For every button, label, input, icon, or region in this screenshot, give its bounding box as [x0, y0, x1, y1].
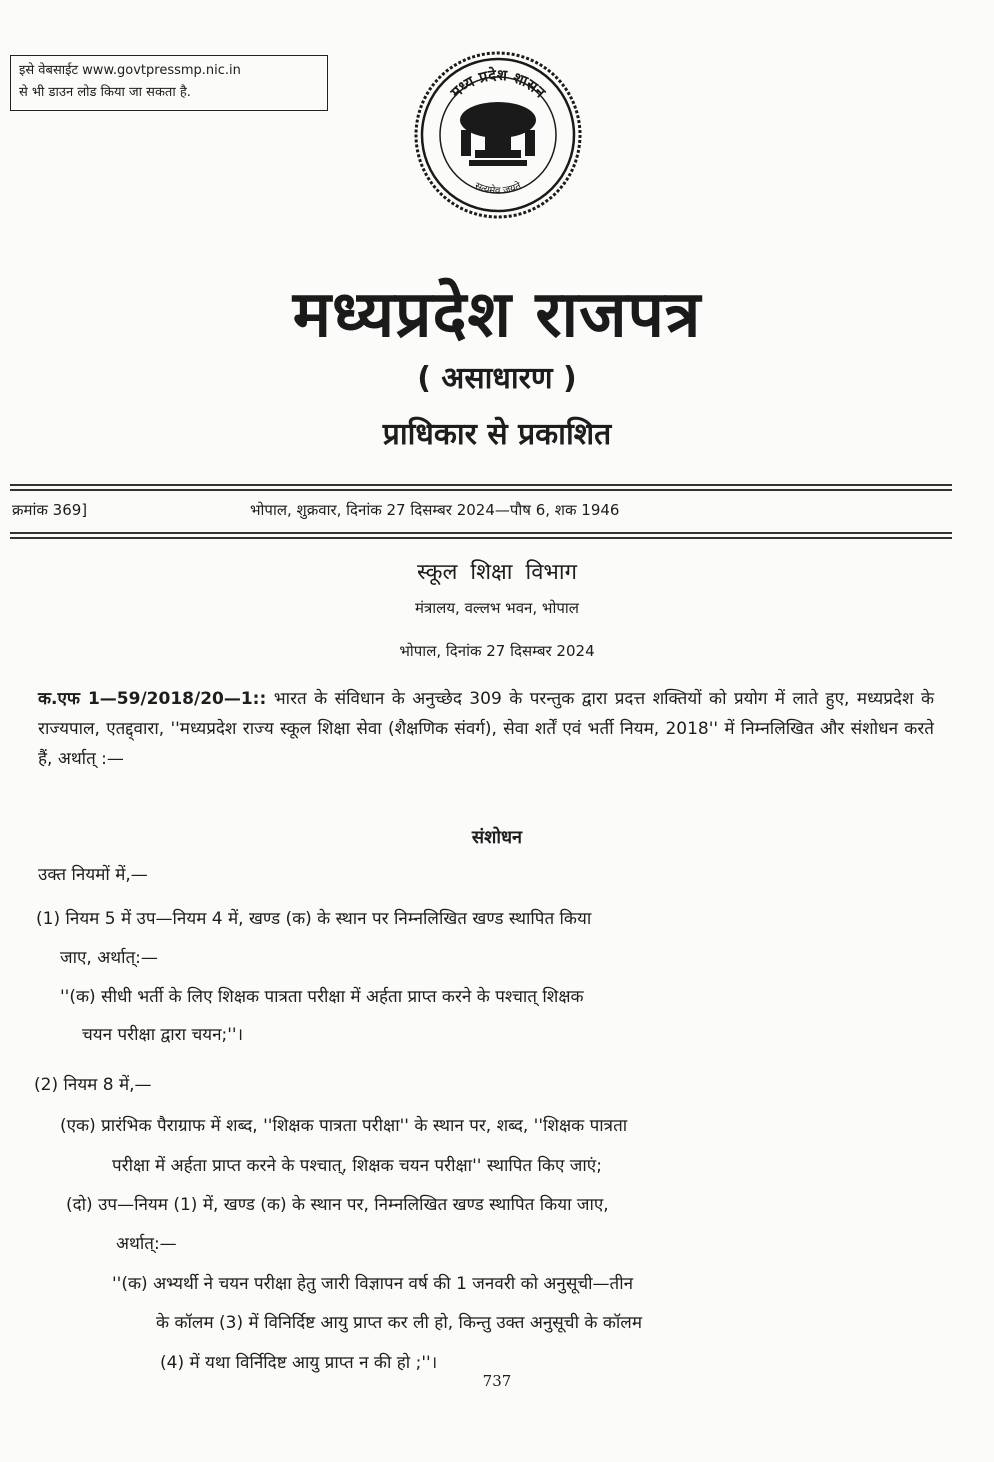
issue-number: क्रमांक 369]: [12, 501, 88, 519]
seal-motto: सत्यमेव जयते: [473, 180, 524, 197]
preamble-text: भारत के संविधान के अनुच्छेद 309 के परन्तुक द्वारा प्रदत्त शक्तियों को प्रयोग में लाते हुए, मध्यप्रदेश के राज्यपाल, एतद्द्वारा, ''मध्यप्रदेश राज्य स्कूल शिक्षा सेवा (शैक्षणिक संवर्ग), सेवा शर्तें एवं भर्ती नियम, 2018'' में निम्नलिखित और संशोधन करते हैं, अर्थात् :—: [38, 689, 935, 769]
amendment-heading: संशोधन: [471, 827, 523, 848]
notice-line-2: से भी डाउन लोड किया जा सकता है.: [19, 85, 191, 100]
item2b-quote-line1: ''(क) अभ्यर्थी ने चयन परीक्षा हेतु जारी विज्ञापन वर्ष की 1 जनवरी को अनुसूची—तीन: [112, 1274, 634, 1294]
order-date: भोपाल, दिनांक 27 दिसम्बर 2024: [399, 642, 595, 660]
notice-line-1: इसे वेबसाईट www.govtpressmp.nic.in: [19, 63, 241, 78]
header-rule-bottom-2: [10, 537, 952, 539]
header-rule-bottom: [10, 532, 952, 534]
item2a-line2: परीक्षा में अर्हता प्राप्त करने के पश्चात्, शिक्षक चयन परीक्षा'' स्थापित किए जाएं;: [112, 1156, 602, 1176]
website-notice-box: [10, 55, 328, 111]
item1-line1: (1) नियम 5 में उप—नियम 4 में, खण्ड (क) के स्थान पर निम्नलिखित खण्ड स्थापित किया: [36, 909, 592, 929]
gazette-subtitle: ( असाधारण ): [417, 361, 577, 396]
intro-line: उक्त नियमों में,—: [38, 865, 148, 885]
item2b-line2: अर्थात्:—: [116, 1234, 177, 1254]
item2a-line1: (एक) प्रारंभिक पैराग्राफ में शब्द, ''शिक्षक पात्रता परीक्षा'' के स्थान पर, शब्द, ''शिक्षक पात्रता: [60, 1116, 628, 1136]
item2b-line1: (दो) उप—नियम (1) में, खण्ड (क) के स्थान पर, निम्नलिखित खण्ड स्थापित किया जाए,: [66, 1195, 609, 1215]
item1-quote-line1: ''(क) सीधी भर्ती के लिए शिक्षक पात्रता परीक्षा में अर्हता प्राप्त करने के पश्चात् शिक्षक: [60, 987, 584, 1007]
item1-quote-line2: चयन परीक्षा द्वारा चयन;''।: [82, 1025, 244, 1045]
svg-text:सत्यमेव जयते: [473, 180, 523, 197]
header-rule-top-2: [10, 489, 952, 491]
gazette-title: मध्यप्रदेश राजपत्र: [292, 278, 702, 352]
item2b-quote-line2: के कॉलम (3) में विनिर्दिष्ट आयु प्राप्त कर ली हो, किन्तु उक्त अनुसूची के कॉलम: [156, 1313, 642, 1333]
reference-number: क.एफ 1—59/2018/20—1::: [38, 689, 267, 709]
header-rule-top: [10, 484, 952, 486]
preamble-paragraph: [38, 684, 934, 774]
emblem-icon: [460, 102, 536, 166]
state-emblem-seal: [413, 50, 583, 220]
item1-line2: जाए, अर्थात्:—: [60, 948, 158, 968]
page-number: 737: [482, 1372, 512, 1390]
gazette-authority: प्राधिकार से प्रकाशित: [382, 417, 612, 452]
department-name: स्कूल शिक्षा विभाग: [417, 560, 577, 585]
office-address: मंत्रालय, वल्लभ भवन, भोपाल: [415, 599, 579, 617]
svg-text:मध्य प्रदेश शासन: [446, 66, 549, 102]
seal-top-text: मध्य प्रदेश शासन: [446, 65, 550, 102]
item2-line: (2) नियम 8 में,—: [34, 1075, 152, 1095]
item2b-quote-line3: (4) में यथा विर्निदिष्ट आयु प्राप्त न की हो ;''।: [160, 1353, 438, 1373]
issue-dateline: भोपाल, शुक्रवार, दिनांक 27 दिसम्बर 2024—पौष 6, शक 1946: [250, 501, 620, 519]
